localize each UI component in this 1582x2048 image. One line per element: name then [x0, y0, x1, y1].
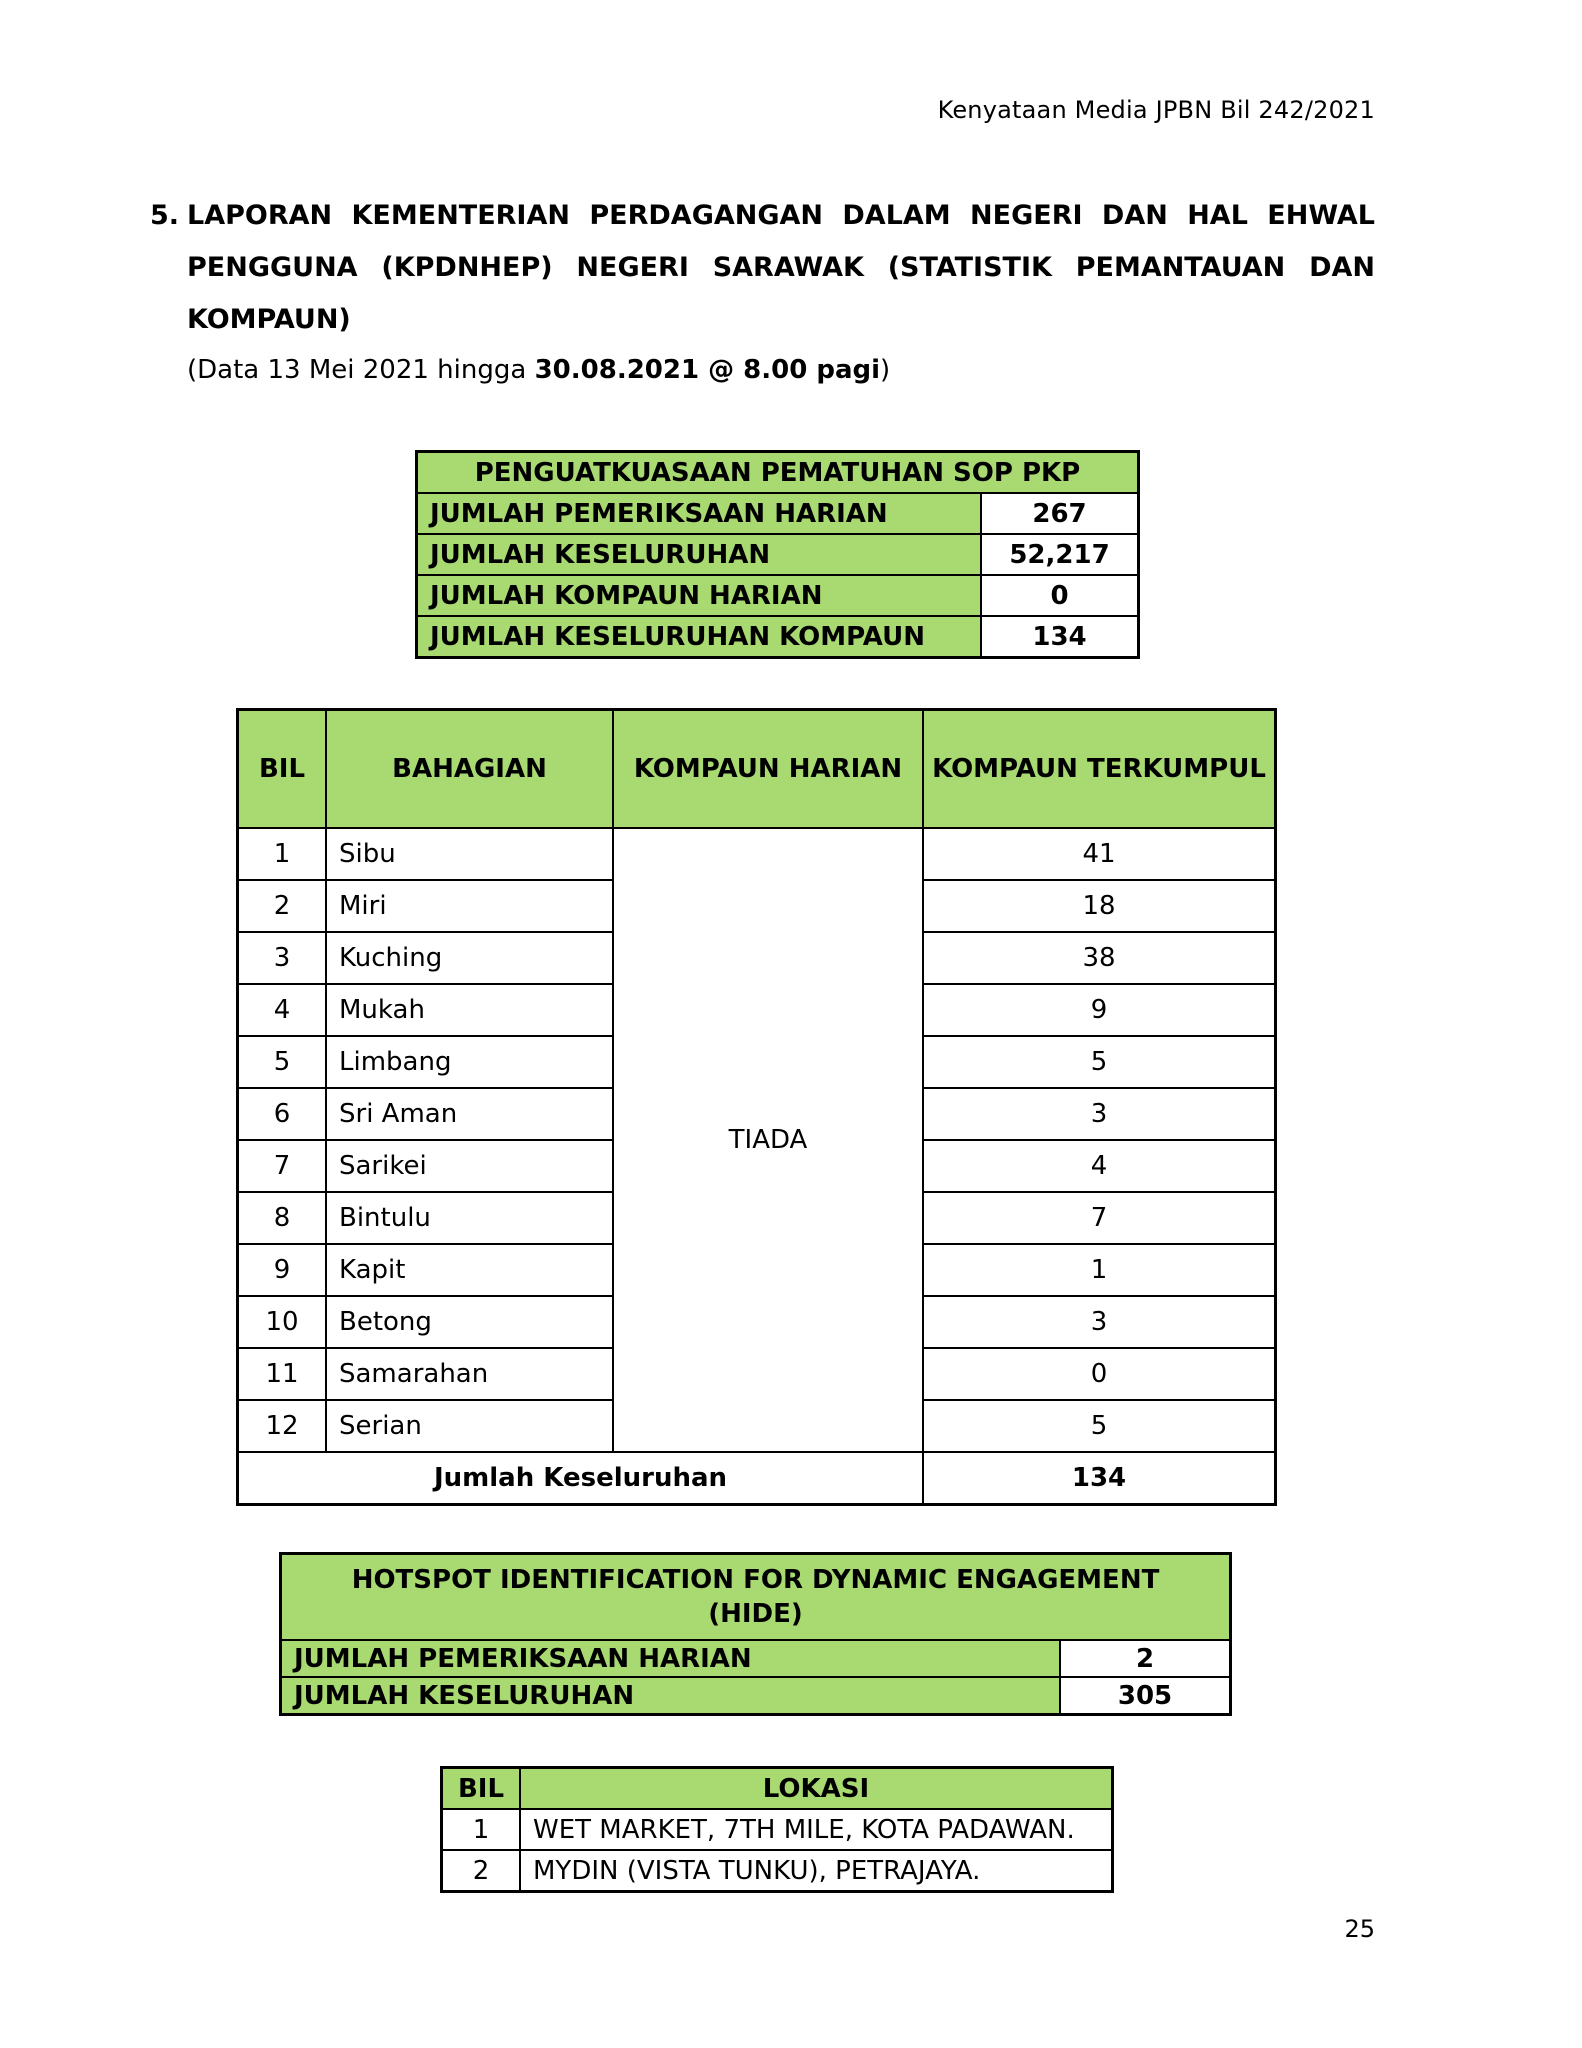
table-row	[238, 828, 1276, 880]
page-number: 25	[1344, 1915, 1375, 1943]
data-period	[187, 346, 1375, 394]
cell-bil: 2	[442, 1850, 521, 1892]
row-value: 305	[1060, 1677, 1231, 1715]
cell-kompaun-terkumpul: 9	[923, 984, 1276, 1036]
data-period-close: )	[880, 355, 891, 385]
cell-bil: 3	[238, 932, 327, 984]
data-period-open: (Data 13 Mei 2021 hingga	[187, 355, 535, 385]
table-row	[417, 575, 1139, 616]
table-header-row	[238, 710, 1276, 829]
row-label: JUMLAH KOMPAUN HARIAN	[417, 575, 982, 616]
total-label: Jumlah Keseluruhan	[238, 1452, 924, 1505]
cell-kompaun-terkumpul: 38	[923, 932, 1276, 984]
cell-bil: 7	[238, 1140, 327, 1192]
cell-bahagian: Sarikei	[326, 1140, 613, 1192]
cell-bil: 6	[238, 1088, 327, 1140]
sop-table-title: PENGUATKUASAAN PEMATUHAN SOP PKP	[417, 452, 1139, 494]
table-header-row	[281, 1554, 1231, 1641]
section-5	[150, 190, 1375, 394]
table-row	[281, 1677, 1231, 1715]
row-value: 52,217	[981, 534, 1139, 575]
cell-kompaun-terkumpul: 4	[923, 1140, 1276, 1192]
cell-bil: 8	[238, 1192, 327, 1244]
cell-bil: 9	[238, 1244, 327, 1296]
row-label: JUMLAH KESELURUHAN KOMPAUN	[417, 616, 982, 658]
table-total-row	[238, 1452, 1276, 1505]
cell-kompaun-terkumpul: 0	[923, 1348, 1276, 1400]
cell-bil: 5	[238, 1036, 327, 1088]
location-table	[440, 1766, 1114, 1893]
cell-bahagian: Betong	[326, 1296, 613, 1348]
cell-bil: 12	[238, 1400, 327, 1452]
header-kompaun-terkumpul: KOMPAUN TERKUMPUL	[923, 710, 1276, 829]
cell-kompaun-terkumpul: 5	[923, 1036, 1276, 1088]
row-label: JUMLAH PEMERIKSAAN HARIAN	[281, 1640, 1061, 1677]
cell-bil: 11	[238, 1348, 327, 1400]
division-compound-table	[236, 708, 1277, 1506]
cell-bahagian: Serian	[326, 1400, 613, 1452]
table-row	[417, 493, 1139, 534]
table-row	[442, 1850, 1113, 1892]
cell-bil: 10	[238, 1296, 327, 1348]
cell-kompaun-terkumpul: 3	[923, 1088, 1276, 1140]
sop-enforcement-table	[415, 450, 1140, 659]
cell-bahagian: Miri	[326, 880, 613, 932]
cell-bahagian: Kapit	[326, 1244, 613, 1296]
cell-bil: 4	[238, 984, 327, 1036]
header-bahagian: BAHAGIAN	[326, 710, 613, 829]
row-label: JUMLAH KESELURUHAN	[281, 1677, 1061, 1715]
cell-bahagian: Samarahan	[326, 1348, 613, 1400]
cell-bahagian: Bintulu	[326, 1192, 613, 1244]
cell-bahagian: Kuching	[326, 932, 613, 984]
header-bil: BIL	[442, 1768, 521, 1810]
cell-kompaun-terkumpul: 41	[923, 828, 1276, 880]
table-row	[417, 534, 1139, 575]
section-title	[150, 190, 1375, 346]
cell-kompaun-terkumpul: 7	[923, 1192, 1276, 1244]
row-value: 267	[981, 493, 1139, 534]
row-value: 0	[981, 575, 1139, 616]
cell-bil: 1	[442, 1809, 521, 1850]
cell-kompaun-terkumpul: 1	[923, 1244, 1276, 1296]
cell-bahagian: Sibu	[326, 828, 613, 880]
section-number: 5.	[150, 200, 180, 231]
cell-bahagian: Mukah	[326, 984, 613, 1036]
hide-table-title	[281, 1554, 1231, 1641]
cell-bahagian: Sri Aman	[326, 1088, 613, 1140]
cell-bahagian: Limbang	[326, 1036, 613, 1088]
cell-lokasi: WET MARKET, 7TH MILE, KOTA PADAWAN.	[520, 1809, 1113, 1850]
section-title-text: LAPORAN KEMENTERIAN PERDAGANGAN DALAM NEGERI DAN HAL EHWAL PENGGUNA (KPDNHEP) NEGERI SARAWAK (STATISTIK PEMANTAUAN DAN KOMPAUN)	[187, 200, 1375, 335]
table-header-row	[442, 1768, 1113, 1810]
total-value: 134	[923, 1452, 1276, 1505]
cell-kompaun-terkumpul: 3	[923, 1296, 1276, 1348]
table-row	[417, 616, 1139, 658]
table-header-row	[417, 452, 1139, 494]
cell-bil: 1	[238, 828, 327, 880]
cell-bil: 2	[238, 880, 327, 932]
header-bil: BIL	[238, 710, 327, 829]
header-kompaun-harian: KOMPAUN HARIAN	[613, 710, 923, 829]
table-row	[442, 1809, 1113, 1850]
document-header: Kenyataan Media JPBN Bil 242/2021	[937, 96, 1375, 124]
hide-title-line1: HOTSPOT IDENTIFICATION FOR DYNAMIC ENGAGEMENT	[351, 1565, 1160, 1595]
hide-table	[279, 1552, 1232, 1716]
row-value: 2	[1060, 1640, 1231, 1677]
header-lokasi: LOKASI	[520, 1768, 1113, 1810]
table-row	[281, 1640, 1231, 1677]
cell-kompaun-terkumpul: 18	[923, 880, 1276, 932]
data-period-date: 30.08.2021 @ 8.00 pagi	[534, 355, 881, 385]
row-value: 134	[981, 616, 1139, 658]
row-label: JUMLAH KESELURUHAN	[417, 534, 982, 575]
cell-lokasi: MYDIN (VISTA TUNKU), PETRAJAYA.	[520, 1850, 1113, 1892]
hide-title-line2: (HIDE)	[708, 1599, 803, 1629]
row-label: JUMLAH PEMERIKSAAN HARIAN	[417, 493, 982, 534]
cell-kompaun-harian-merged: TIADA	[613, 828, 923, 1452]
cell-kompaun-terkumpul: 5	[923, 1400, 1276, 1452]
